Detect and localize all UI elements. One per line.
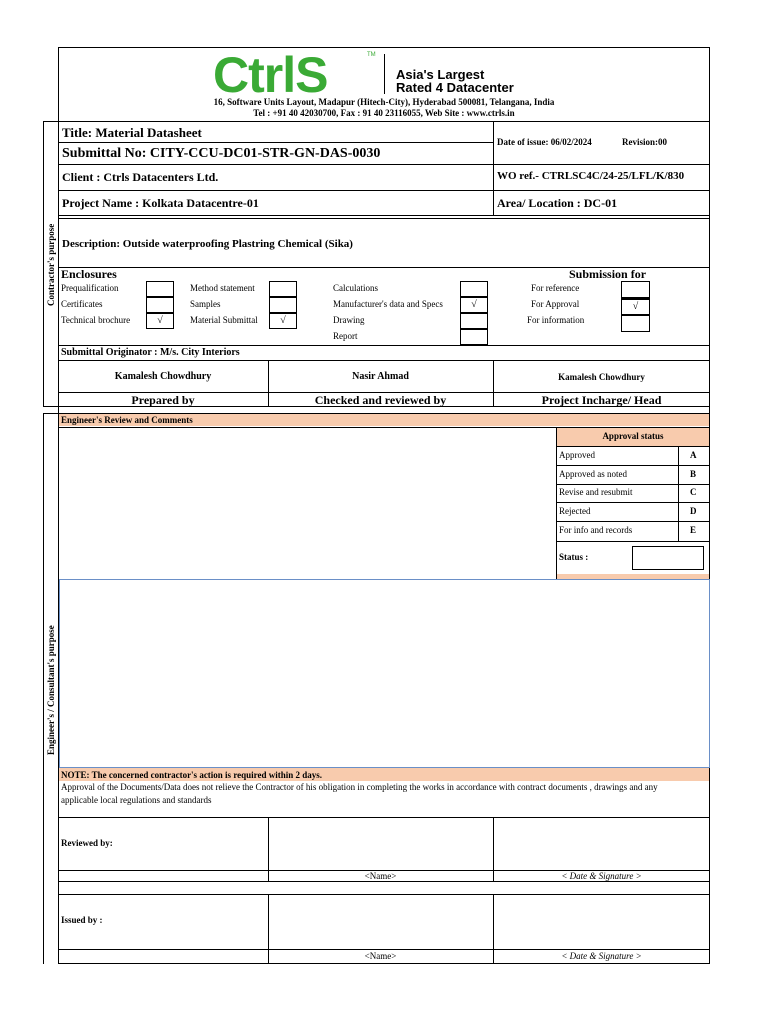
enclosure-calculations: Calculations [333, 283, 378, 293]
checkbox-method-statement[interactable] [269, 281, 297, 297]
approval-code-divider [678, 446, 679, 541]
review-comments-area[interactable] [58, 427, 557, 579]
review-heading: Engineer's Review and Comments [61, 415, 193, 425]
client-row-line [58, 190, 710, 191]
status-input[interactable] [632, 546, 704, 570]
incharge-name: Kamalesh Chowdhury [558, 372, 645, 382]
enclosure-material-submittal: Material Submittal [190, 315, 258, 325]
submission-for-approval: For Approval [531, 299, 580, 309]
roles-row-line [58, 406, 710, 407]
submittal-originator: Submittal Originator : M/s. City Interiors [61, 347, 240, 358]
enclosure-manufacturer-data: Manufacturer's data and Specs [333, 299, 443, 309]
submission-for-information: For information [527, 315, 585, 325]
checkbox-samples[interactable] [269, 297, 297, 313]
info-col-divider [493, 121, 494, 216]
checkbox-for-approval[interactable]: √ [621, 298, 650, 315]
date-of-issue: Date of issue: 06/02/2024 [497, 137, 592, 147]
checkbox-material-submittal[interactable]: √ [269, 313, 297, 329]
enclosures-heading: Enclosures [61, 267, 117, 281]
title-field: Title: Material Datasheet [62, 125, 202, 140]
code-b: B [690, 469, 697, 479]
tagline-line1: Asia's Largest [396, 67, 485, 82]
checkbox-technical-brochure[interactable]: √ [146, 313, 174, 329]
code-e: E [690, 525, 697, 535]
double-line-top [58, 215, 710, 216]
contractor-side-bottom [43, 406, 58, 407]
header-bottom-line [43, 121, 710, 122]
status-label: Status : [559, 552, 589, 562]
status-rejected: Rejected [559, 506, 591, 516]
approval-status-heading: Approval status [602, 431, 664, 441]
checkbox-certificates[interactable] [146, 297, 174, 313]
logo-divider [384, 54, 385, 94]
tagline-line2: Rated 4 Datacenter [396, 80, 514, 95]
issued-top-line [58, 894, 710, 895]
submission-for-heading: Submission for [569, 267, 647, 281]
client-field: Client : Ctrls Datacenters Ltd. [62, 170, 219, 184]
logo-wordmark: CtrlS [213, 47, 328, 103]
project-name-field: Project Name : Kolkata Datacentre-01 [62, 196, 259, 210]
note-heading: NOTE: The concerned contractor's action is required within 2 days. [61, 770, 322, 780]
checkbox-for-reference[interactable] [621, 281, 650, 298]
issued-date-signature[interactable]: < Date & Signature > [561, 951, 642, 961]
logo-tm: TM [367, 52, 376, 58]
approval-line-2 [557, 484, 710, 485]
title-row-line [58, 142, 493, 143]
ctrls-logo [213, 47, 376, 103]
enclosure-report: Report [333, 331, 358, 341]
enclosure-certificates: Certificates [61, 299, 103, 309]
approval-line-3 [557, 502, 710, 503]
reviewed-bottom-line [58, 881, 710, 882]
approval-line-0 [557, 446, 710, 447]
issued-name-placeholder[interactable]: <Name> [364, 951, 397, 961]
reviewed-by-label: Reviewed by: [61, 838, 113, 848]
issued-by-label: Issued by : [61, 915, 103, 925]
approval-line-1 [557, 465, 710, 466]
reviewed-date-signature[interactable]: < Date & Signature > [561, 871, 642, 881]
enclosure-drawing: Drawing [333, 315, 365, 325]
prepared-by-name: Kamalesh Chowdhury [114, 371, 212, 382]
enclosure-technical-brochure: Technical brochure [61, 315, 131, 325]
wo-ref-field: WO ref.- CTRLSC4C/24-25/LFL/K/830 [497, 170, 685, 182]
submittal-row-line [58, 164, 710, 165]
checked-by-name: Nasir Ahmad [352, 371, 409, 382]
contractor-purpose-label: Contractor's purpose [46, 223, 56, 306]
comments-textarea[interactable] [59, 579, 710, 768]
company-address: 16, Software Units Layout, Madapur (Hitech-City), Hyderabad 500081, Telangana, India [213, 97, 555, 107]
checkbox-prequalification[interactable] [146, 281, 174, 297]
incharge-role: Project Incharge/ Head [541, 393, 662, 407]
revision: Revision:00 [622, 137, 667, 147]
status-approved: Approved [559, 450, 595, 460]
enclosure-method-statement: Method statement [190, 283, 255, 293]
reviewed-name-placeholder[interactable]: <Name> [364, 871, 397, 881]
engineer-side-left [43, 413, 44, 964]
status-approved-as-noted: Approved as noted [559, 469, 627, 479]
approval-line-5 [557, 541, 710, 542]
code-d: D [690, 506, 697, 516]
company-contact: Tel : +91 40 42030700, Fax : 91 40 23116055, Web Site : www.ctrls.in [253, 108, 515, 118]
submission-for-reference: For reference [531, 283, 580, 293]
area-location-field: Area/ Location : DC-01 [497, 196, 618, 210]
contractor-side-left [43, 121, 44, 406]
note-body-line2: applicable local regulations and standards [61, 795, 212, 805]
note-bottom-line [58, 817, 710, 818]
issued-sign-line [58, 949, 710, 950]
engineer-purpose-label: Engineer's / Consultant's purpose [46, 625, 56, 755]
enclosure-prequalification: Prequalification [61, 283, 119, 293]
note-body-line1: Approval of the Documents/Data does not relieve the Contractor of his obligation in completing the works in accordance with contract documents , drawings and any [61, 782, 658, 792]
prepared-by-role: Prepared by [131, 393, 195, 407]
code-a: A [690, 450, 697, 460]
enclosures-bottom-line [58, 345, 710, 346]
checkbox-manufacturer-data[interactable]: √ [460, 297, 488, 313]
double-line-bottom [58, 218, 710, 219]
checkbox-drawing[interactable] [460, 313, 488, 329]
enclosure-samples: Samples [190, 299, 221, 309]
originator-row-line [58, 360, 710, 361]
checked-by-role: Checked and reviewed by [314, 393, 447, 407]
status-revise-resubmit: Revise and resubmit [559, 487, 633, 497]
code-c: C [690, 487, 697, 497]
description-field: Description: Outside waterproofing Plastring Chemical (Sika) [62, 238, 353, 250]
checkbox-calculations[interactable] [460, 281, 488, 297]
status-info-records: For info and records [559, 525, 633, 535]
approval-line-4 [557, 521, 710, 522]
checkbox-report[interactable] [460, 329, 488, 345]
submittal-number: Submittal No: CITY-CCU-DC01-STR-GN-DAS-0030 [62, 146, 381, 161]
checkbox-for-information[interactable] [621, 315, 650, 332]
